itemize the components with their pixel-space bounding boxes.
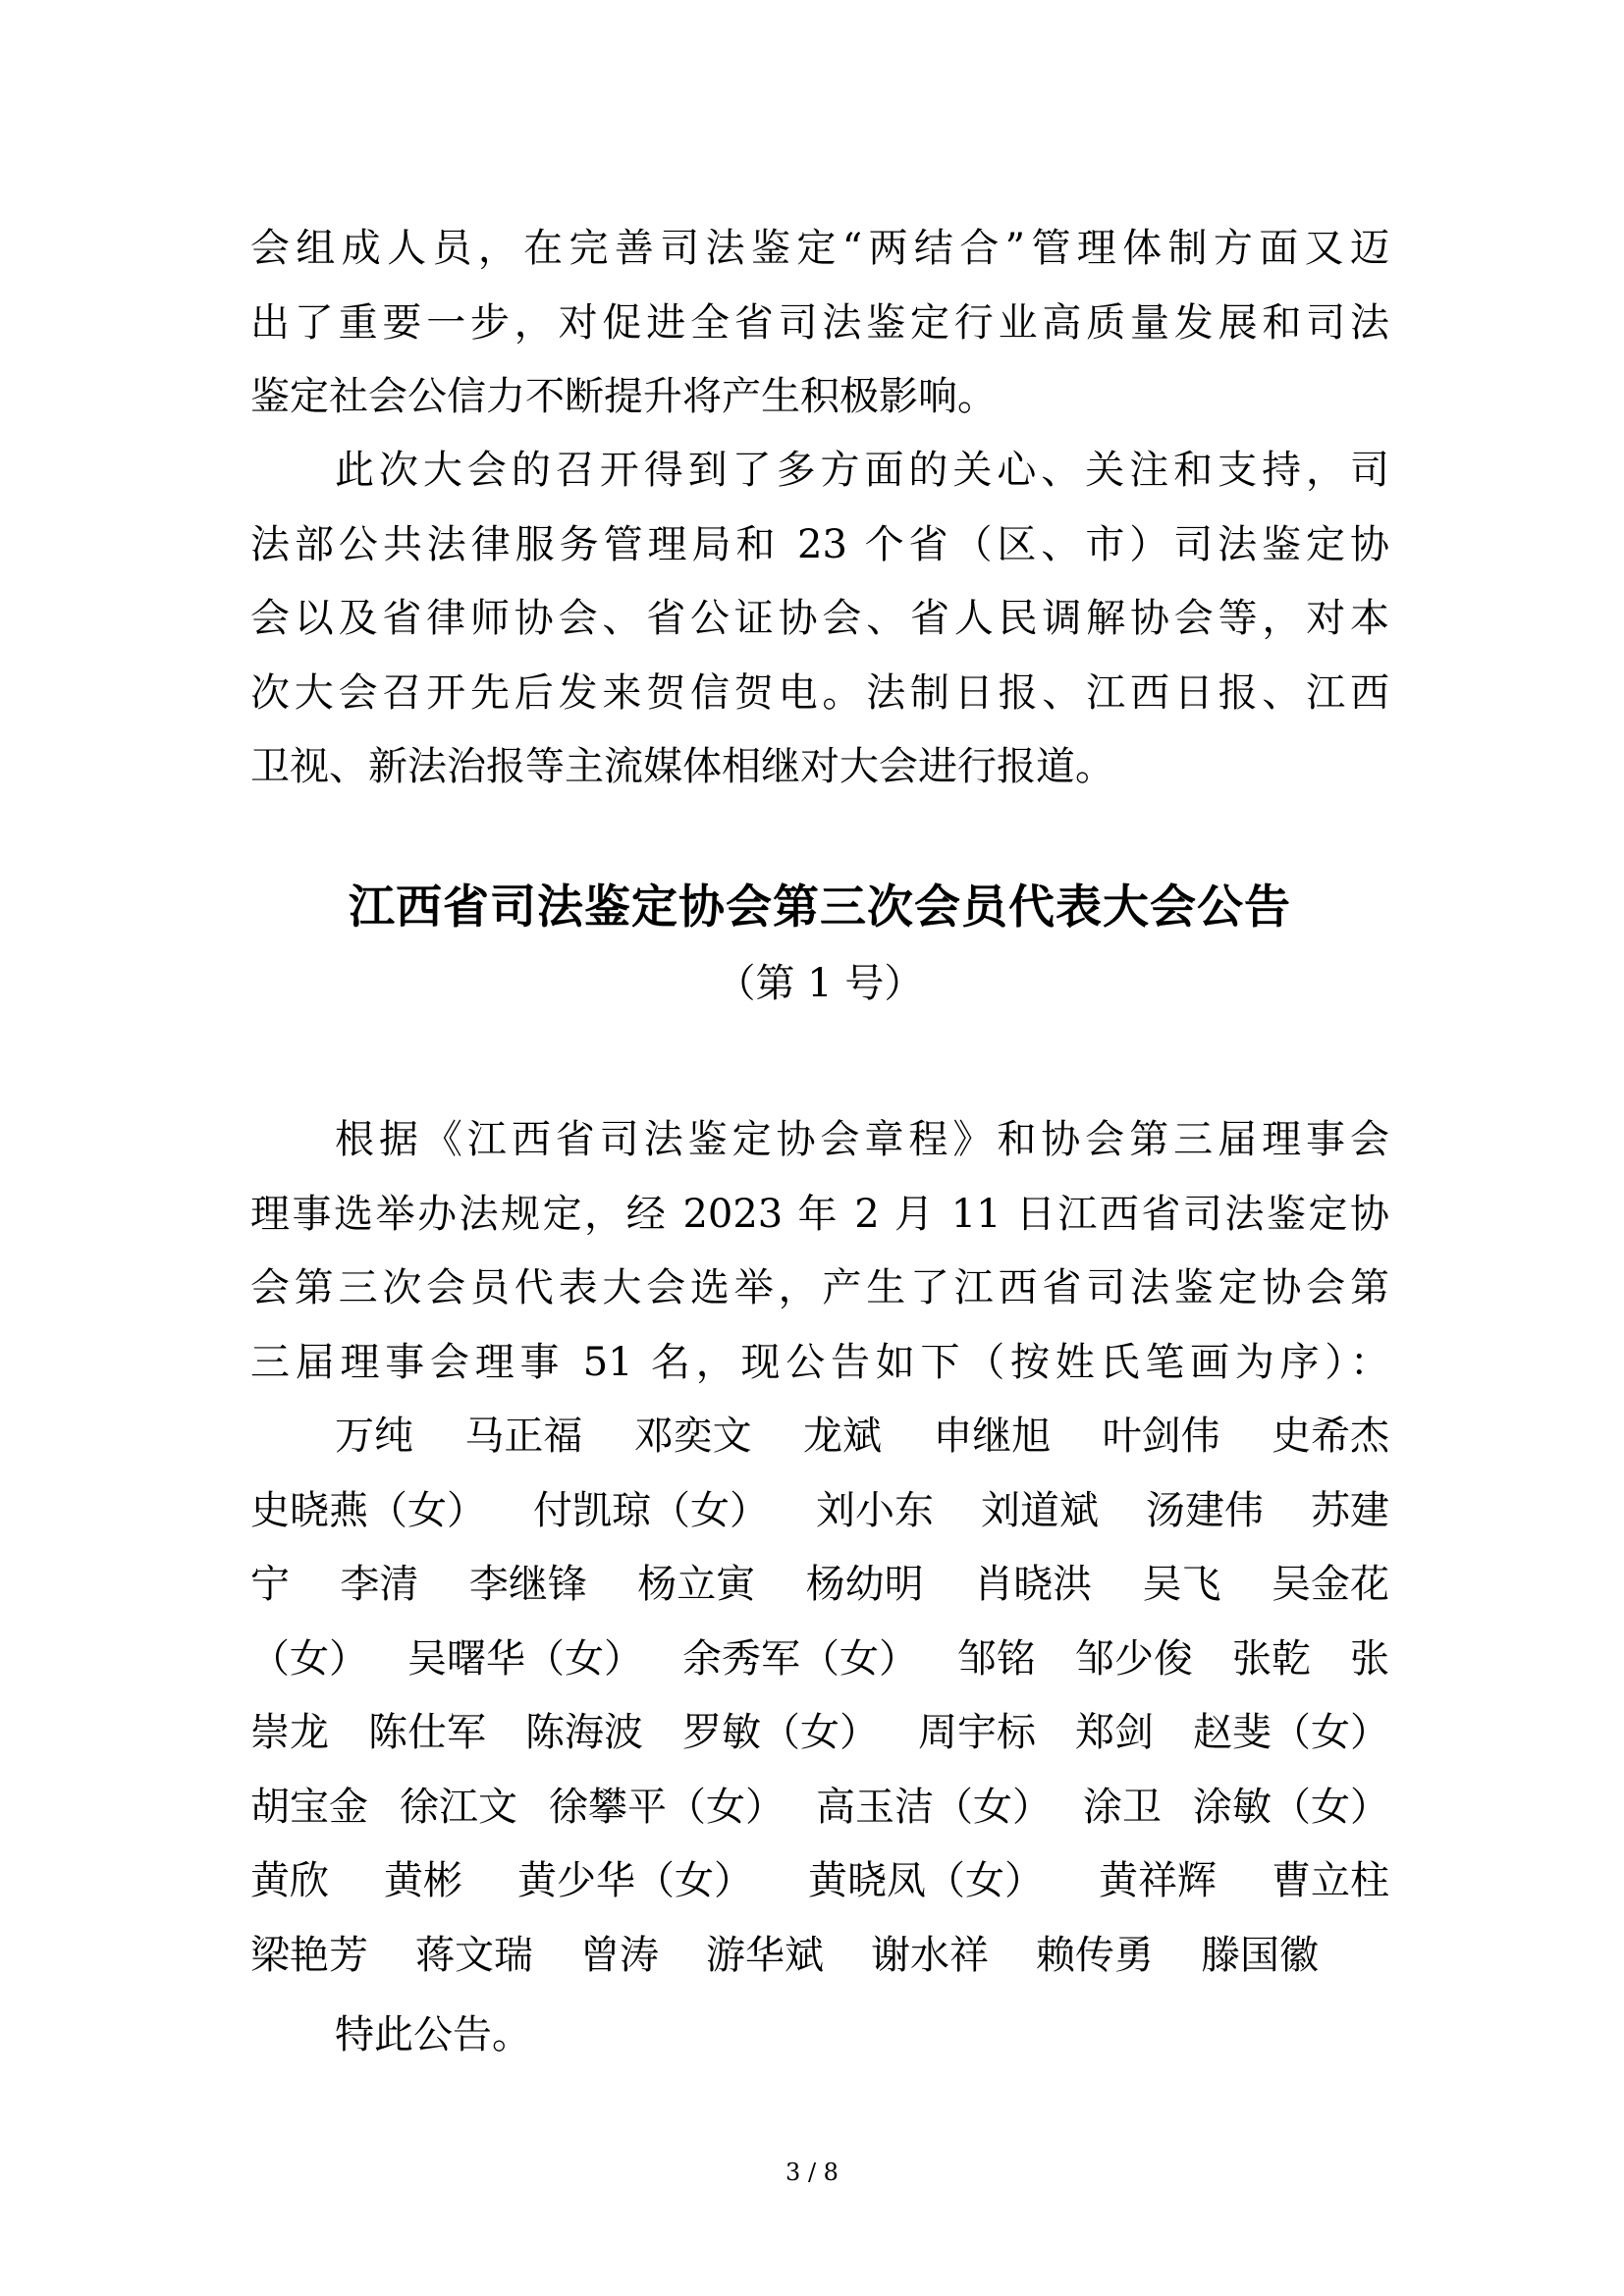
names-row [250, 1400, 1389, 1474]
member-name: 邹少俊 [1075, 1635, 1193, 1682]
member-name: 黄欣 [250, 1858, 329, 1903]
member-name: 徐攀平（女） [549, 1784, 785, 1830]
member-name: 郑剑 [1075, 1710, 1154, 1755]
member-name: 余秀军（女） [682, 1635, 918, 1682]
announcement-line-3: 会第三次会员代表大会选举，产生了江西省司法鉴定协会第 [250, 1265, 1389, 1310]
announcement-title: 江西省司法鉴定协会第三次会员代表大会公告 [349, 881, 1291, 934]
member-name: 谢水祥 [871, 1932, 989, 1978]
announcement-line-1: 根据《江西省司法鉴定协会章程》和协会第三届理事会 [335, 1117, 1389, 1162]
member-name: 徐江文 [400, 1784, 517, 1830]
member-name: 胡宝金 [250, 1784, 368, 1830]
member-name: 滕国徽 [1201, 1932, 1319, 1978]
page-number: 3 / 8 [785, 2159, 839, 2186]
member-name: 邹铭 [957, 1635, 1036, 1682]
member-name: 黄晓凤（女） [808, 1858, 1044, 1903]
member-name: 张乾 [1232, 1635, 1311, 1682]
intro-paragraph [250, 212, 1389, 435]
support-line-4: 次大会召开先后发来贺信贺电。法制日报、江西日报、江西 [250, 669, 1389, 716]
member-name: 黄祥辉 [1099, 1858, 1217, 1903]
intro-line-3: 鉴定社会公信力不断提升将产生积极影响。 [250, 374, 997, 419]
member-name: 苏建 [1311, 1487, 1389, 1533]
member-name: 涂卫 [1083, 1784, 1162, 1830]
member-name: （女） [250, 1635, 368, 1682]
announcement-line-2: 理事选举办法规定，经 2023 年 2 月 11 日江西省司法鉴定协 [250, 1191, 1389, 1237]
member-name: 汤建伟 [1146, 1487, 1264, 1533]
member-name: 龙斌 [802, 1414, 882, 1459]
member-name: 吴曙华（女） [407, 1635, 643, 1682]
closing-statement: 特此公告。 [335, 2012, 531, 2057]
announcement-body [250, 1103, 1389, 1400]
names-row [250, 1844, 1389, 1919]
member-name: 曾涛 [580, 1932, 659, 1978]
member-name: 邓奕文 [633, 1414, 752, 1459]
member-name: 陈海波 [525, 1710, 643, 1755]
member-name: 付凯琼（女） [533, 1487, 769, 1533]
support-line-3: 会以及省律师协会、省公证协会、省人民调解协会等，对本 [250, 596, 1389, 641]
member-name: 涂敏（女） [1193, 1784, 1389, 1830]
member-name: 周宇标 [918, 1710, 1036, 1755]
member-name: 史希杰 [1271, 1414, 1389, 1459]
names-row [250, 1548, 1389, 1623]
announcement-number: （第 1 号） [716, 961, 924, 1006]
member-name: 赖传勇 [1036, 1932, 1154, 1978]
member-name: 张 [1350, 1635, 1389, 1682]
names-row [250, 1474, 1389, 1549]
member-name: 曹立柱 [1272, 1858, 1389, 1903]
names-row [250, 1771, 1389, 1845]
support-line-2: 法部公共法律服务管理局和 23 个省（区、市）司法鉴定协 [250, 521, 1389, 567]
council-member-list [250, 1400, 1389, 1993]
member-name: 叶剑伟 [1102, 1414, 1220, 1459]
member-name: 刘道斌 [981, 1487, 1099, 1533]
member-name: 崇龙 [250, 1710, 329, 1755]
member-name: 梁艳芳 [250, 1932, 368, 1978]
member-name: 马正福 [464, 1414, 583, 1459]
member-name: 宁 [250, 1562, 290, 1607]
member-name: 蒋文瑞 [415, 1932, 533, 1978]
member-name: 万纯 [335, 1414, 413, 1459]
member-name: 肖晓洪 [974, 1562, 1093, 1607]
support-line-5: 卫视、新法治报等主流媒体相继对大会进行报道。 [250, 744, 1114, 789]
names-row [250, 1696, 1389, 1771]
member-name: 陈仕军 [368, 1710, 486, 1755]
member-name: 黄彬 [384, 1858, 462, 1903]
member-name: 高玉洁（女） [816, 1784, 1052, 1830]
names-row [250, 1919, 1389, 1994]
member-name: 罗敏（女） [682, 1710, 879, 1755]
member-name: 申继旭 [933, 1414, 1052, 1459]
member-name: 李清 [340, 1562, 419, 1607]
member-name: 史晓燕（女） [250, 1487, 486, 1533]
names-row [250, 1623, 1389, 1697]
member-name: 吴飞 [1142, 1562, 1221, 1607]
member-name: 杨幼明 [805, 1562, 924, 1607]
member-name: 吴金花 [1271, 1562, 1389, 1607]
member-name: 杨立寅 [637, 1562, 756, 1607]
announcement-line-4: 三届理事会理事 51 名，现公告如下（按姓氏笔画为序）： [250, 1339, 1389, 1385]
support-line-1: 此次大会的召开得到了多方面的关心、关注和支持，司 [335, 448, 1389, 493]
support-paragraph [250, 434, 1389, 805]
member-name: 游华斌 [706, 1932, 824, 1978]
intro-line-2: 出了重要一步，对促进全省司法鉴定行业高质量发展和司法 [250, 299, 1389, 346]
member-name: 刘小东 [816, 1487, 934, 1533]
member-name: 赵斐（女） [1193, 1710, 1389, 1755]
member-name: 李继锋 [468, 1562, 587, 1607]
member-name: 黄少华（女） [517, 1858, 753, 1903]
intro-line-1: 会组成人员，在完善司法鉴定“两结合”管理体制方面又迈 [250, 226, 1389, 271]
